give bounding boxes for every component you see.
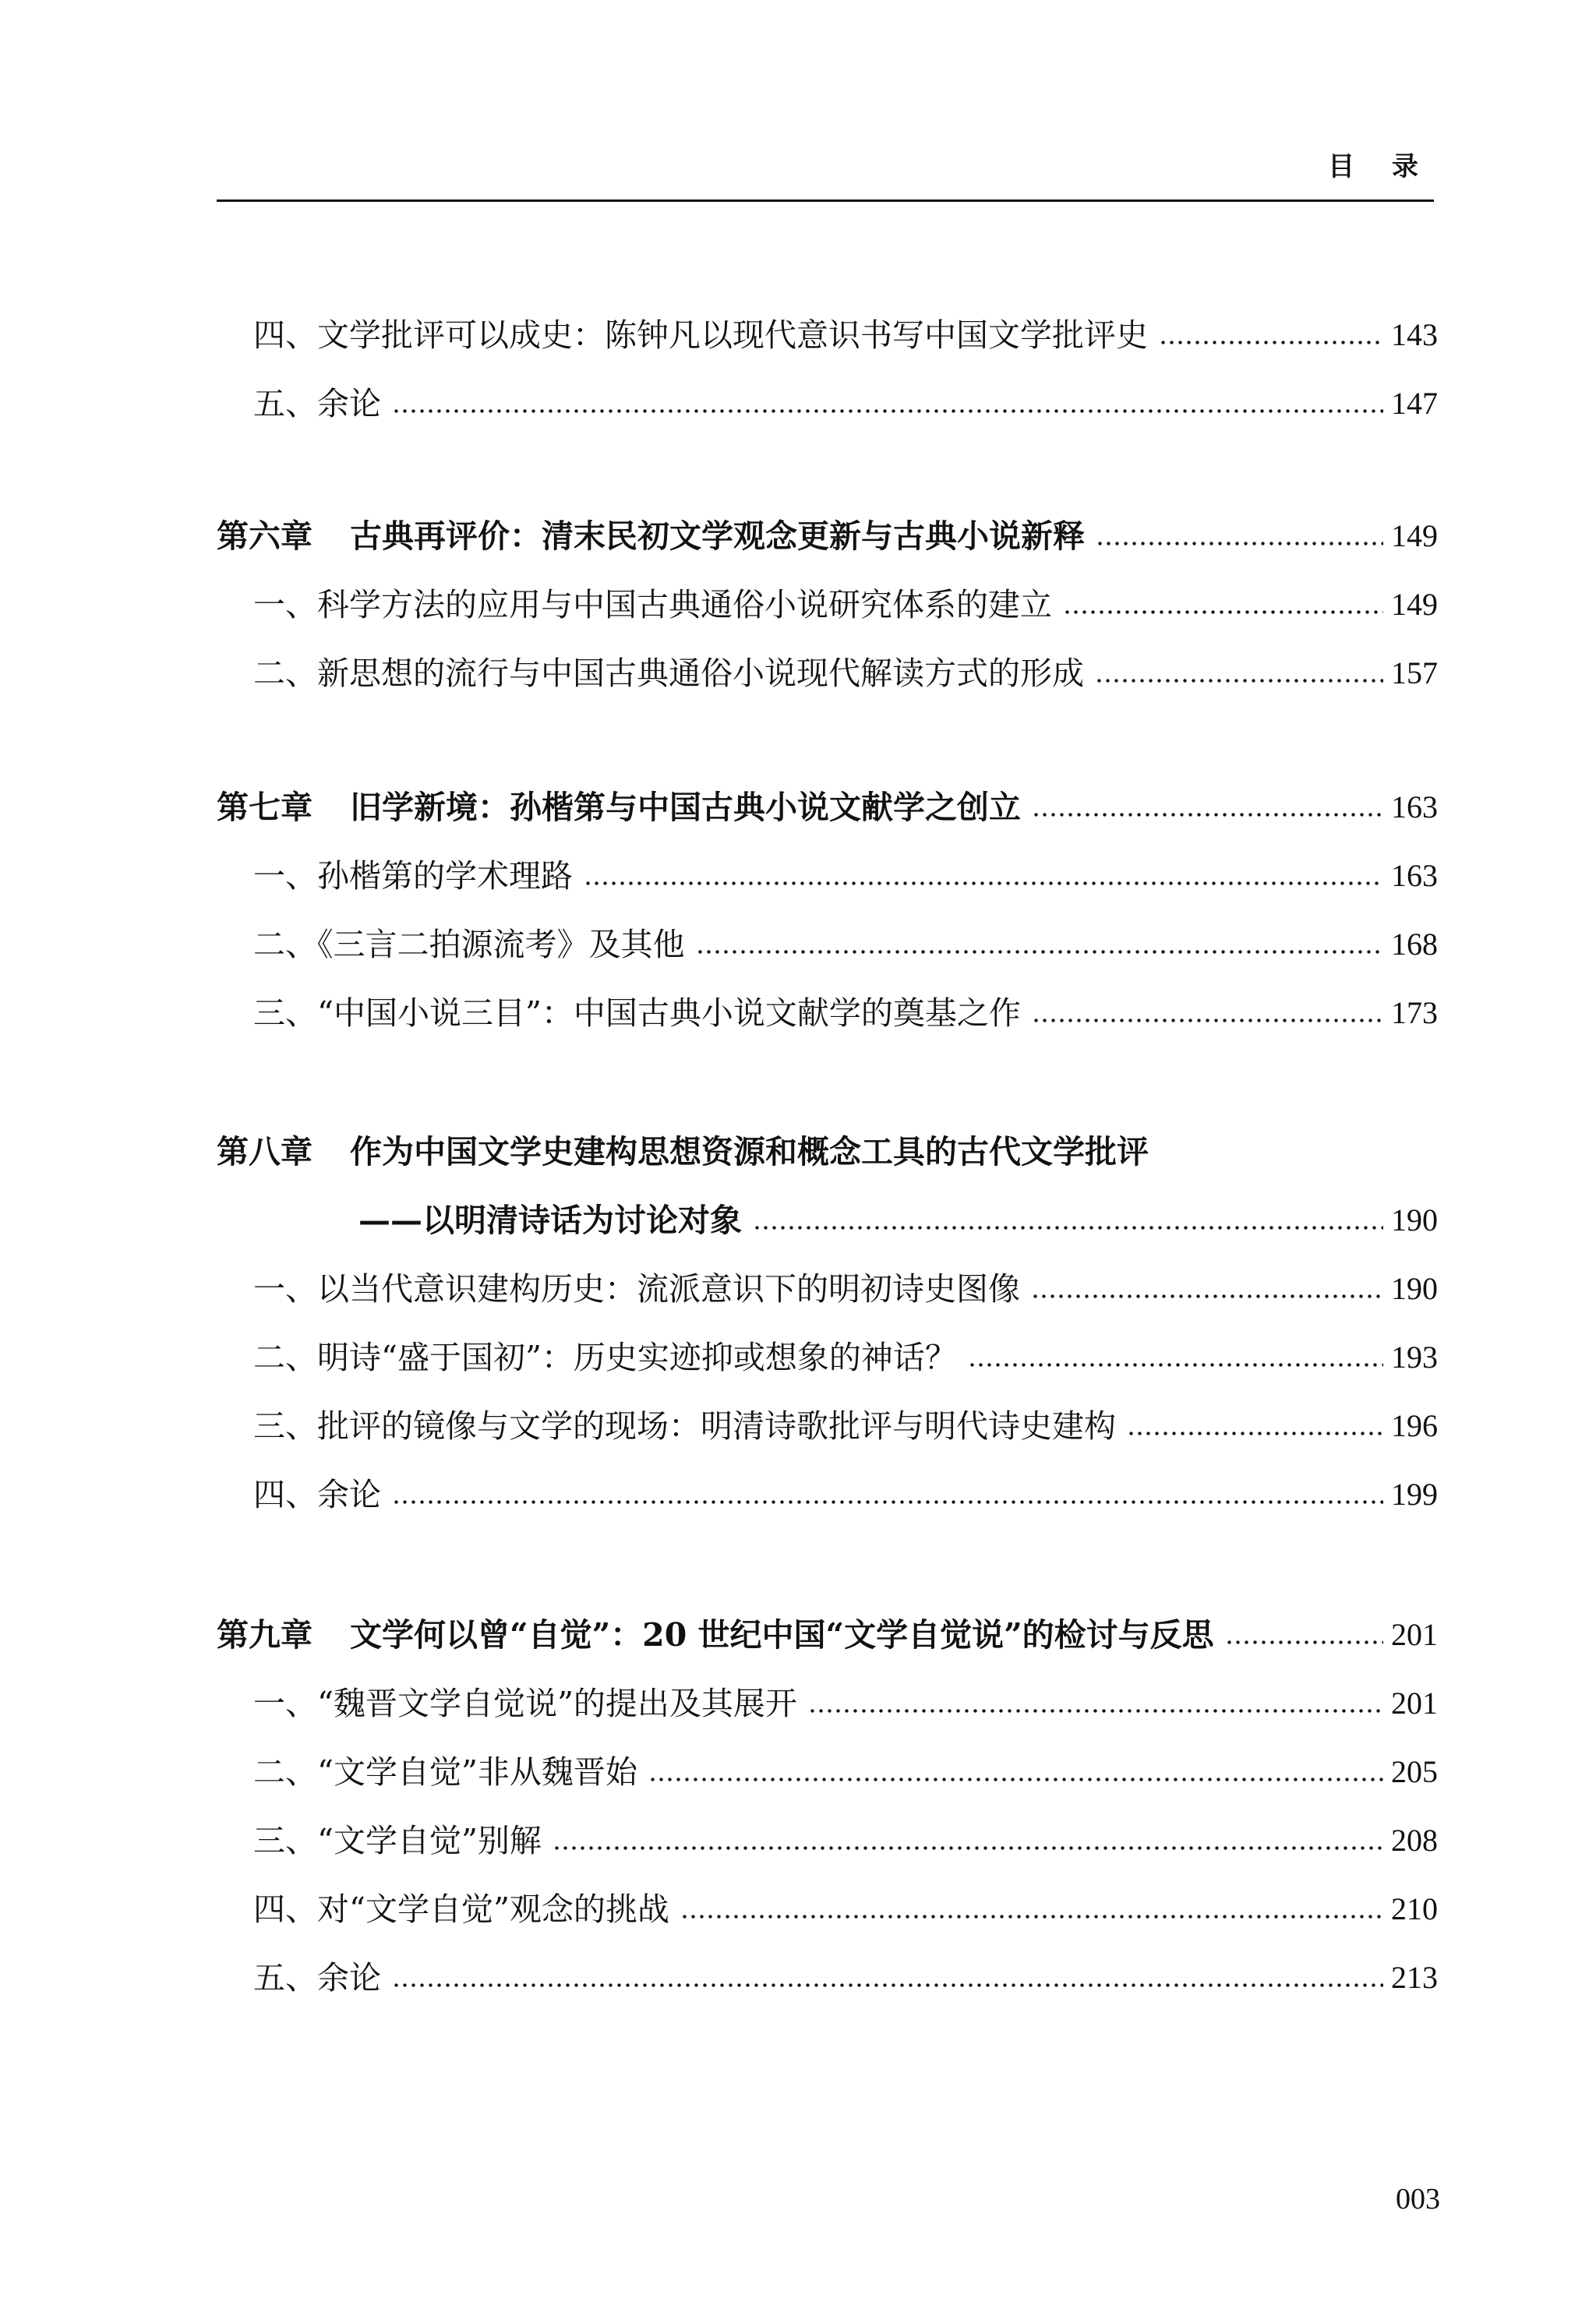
toc-entry-label: 三、“文学自觉”别解 bbox=[253, 1822, 542, 1859]
toc-chapter-entry bbox=[0, 784, 1438, 831]
toc-entry-label: 三、批评的镜像与文学的现场：明清诗歌批评与明代诗史建构 bbox=[253, 1407, 1116, 1445]
toc-page-number: 163 bbox=[1391, 789, 1438, 824]
dot-leader bbox=[1032, 784, 1383, 831]
toc-entry bbox=[0, 1749, 1438, 1795]
chapter-subtitle: ——以明清诗话为讨论对象 bbox=[358, 1202, 742, 1239]
dot-leader bbox=[392, 1471, 1383, 1518]
toc-entry bbox=[0, 990, 1438, 1036]
chapter-number: 第九章 bbox=[217, 1616, 312, 1654]
dot-leader bbox=[1096, 513, 1383, 560]
toc-entry bbox=[0, 581, 1438, 628]
toc-page-number: 213 bbox=[1391, 1960, 1438, 1995]
toc-page-number: 205 bbox=[1391, 1754, 1438, 1789]
toc-entry-label: 一、“魏晋文学自觉说”的提出及其展开 bbox=[253, 1685, 797, 1722]
toc-entry-label: 二、“文学自觉”非从魏晋始 bbox=[253, 1753, 637, 1791]
dot-leader bbox=[808, 1680, 1383, 1727]
toc-entry bbox=[0, 650, 1438, 697]
chapter-title: 文学何以曾“自觉”：20 世纪中国“文学自觉说”的检讨与反思 bbox=[350, 1616, 1214, 1654]
dot-leader bbox=[648, 1749, 1383, 1795]
toc-page-number: 201 bbox=[1391, 1686, 1438, 1721]
toc-entry-label: 一、以当代意识建构历史：流派意识下的明初诗史图像 bbox=[253, 1270, 1020, 1308]
toc-entry-label: 四、对“文学自觉”观念的挑战 bbox=[253, 1891, 669, 1928]
toc-page-number: 147 bbox=[1391, 386, 1438, 421]
toc-entry bbox=[0, 380, 1438, 427]
toc-chapter-label bbox=[0, 1612, 1214, 1658]
toc-entry-label: 二、新思想的流行与中国古典通俗小说现代解读方式的形成 bbox=[253, 655, 1084, 692]
toc-page-number: 190 bbox=[1391, 1271, 1438, 1306]
toc-entry-label: 五、余论 bbox=[253, 1959, 381, 1997]
toc-entry bbox=[0, 1334, 1438, 1381]
dot-leader bbox=[968, 1334, 1383, 1381]
toc-page-number: 157 bbox=[1391, 655, 1438, 690]
toc-entry bbox=[0, 853, 1438, 899]
toc-chapter-entry bbox=[0, 513, 1438, 560]
toc-entry bbox=[0, 312, 1438, 358]
toc-page-number: 163 bbox=[1391, 858, 1438, 893]
toc-page-number: 199 bbox=[1391, 1477, 1438, 1512]
chapter-number: 第八章 bbox=[217, 1133, 312, 1170]
dot-leader bbox=[680, 1886, 1383, 1933]
toc-chapter-entry bbox=[0, 1612, 1438, 1658]
header-title: 目 录 bbox=[1328, 151, 1432, 182]
toc-chapter-heading bbox=[217, 1128, 1149, 1175]
dot-leader bbox=[1225, 1612, 1383, 1658]
chapter-title: 古典再评价：清末民初文学观念更新与古典小说新释 bbox=[350, 517, 1085, 555]
toc-page-number: 190 bbox=[1391, 1202, 1438, 1237]
toc-entry bbox=[0, 1266, 1438, 1312]
chapter-title: 作为中国文学史建构思想资源和概念工具的古代文学批评 bbox=[350, 1133, 1149, 1170]
toc-page-number: 149 bbox=[1391, 518, 1438, 553]
toc-page-number: 173 bbox=[1391, 995, 1438, 1030]
chapter-number: 第六章 bbox=[217, 517, 312, 555]
dot-leader bbox=[1127, 1403, 1383, 1449]
chapter-number: 第七章 bbox=[217, 789, 312, 826]
toc-page-number: 208 bbox=[1391, 1823, 1438, 1858]
toc-entry-label: 五、余论 bbox=[253, 385, 381, 422]
toc-page-number: 149 bbox=[1391, 587, 1438, 622]
toc-chapter-label bbox=[0, 784, 1021, 831]
toc-page-number: 196 bbox=[1391, 1408, 1438, 1443]
toc-chapter-subtitle-entry bbox=[0, 1197, 1438, 1244]
toc-entry-label: 二、《三言二拍源流考》及其他 bbox=[253, 926, 685, 963]
chapter-title: 旧学新境：孙楷第与中国古典小说文献学之创立 bbox=[350, 789, 1021, 826]
toc-entry bbox=[0, 1403, 1438, 1449]
toc-entry bbox=[0, 1954, 1438, 2001]
toc-page-number: 210 bbox=[1391, 1891, 1438, 1926]
toc-entry-label: 一、科学方法的应用与中国古典通俗小说研究体系的建立 bbox=[253, 586, 1052, 623]
dot-leader bbox=[1095, 650, 1383, 697]
toc-entry bbox=[0, 1817, 1438, 1864]
folio-page-number: 003 bbox=[1396, 2183, 1440, 2215]
header-divider bbox=[217, 199, 1434, 202]
dot-leader bbox=[1031, 1266, 1383, 1312]
toc-page-number: 143 bbox=[1391, 317, 1438, 352]
dot-leader bbox=[584, 853, 1383, 899]
toc-entry-label: 四、余论 bbox=[253, 1476, 381, 1513]
dot-leader bbox=[1063, 581, 1383, 628]
toc-page-number: 201 bbox=[1391, 1617, 1438, 1652]
toc-page-number: 193 bbox=[1391, 1340, 1438, 1375]
toc-entry-label: 四、文学批评可以成史：陈钟凡以现代意识书写中国文学批评史 bbox=[253, 316, 1148, 354]
toc-entry-label: 二、明诗“盛于国初”：历史实迹抑或想象的神话？ bbox=[253, 1339, 957, 1376]
toc-chapter-label bbox=[0, 513, 1085, 560]
dot-leader bbox=[553, 1817, 1383, 1864]
toc-page-number: 168 bbox=[1391, 927, 1438, 962]
toc-entry-label: 三、“中国小说三目”：中国古典小说文献学的奠基之作 bbox=[253, 994, 1021, 1032]
toc-entry bbox=[0, 1886, 1438, 1933]
toc-entry-label: 一、孙楷第的学术理路 bbox=[253, 857, 573, 895]
dot-leader bbox=[1159, 312, 1383, 358]
dot-leader bbox=[1032, 990, 1383, 1036]
dot-leader bbox=[696, 921, 1384, 968]
toc-entry bbox=[0, 1680, 1438, 1727]
toc-entry bbox=[0, 1471, 1438, 1518]
toc-entry bbox=[0, 921, 1438, 968]
dot-leader bbox=[392, 380, 1383, 427]
dot-leader bbox=[392, 1954, 1383, 2001]
dot-leader bbox=[753, 1197, 1383, 1244]
